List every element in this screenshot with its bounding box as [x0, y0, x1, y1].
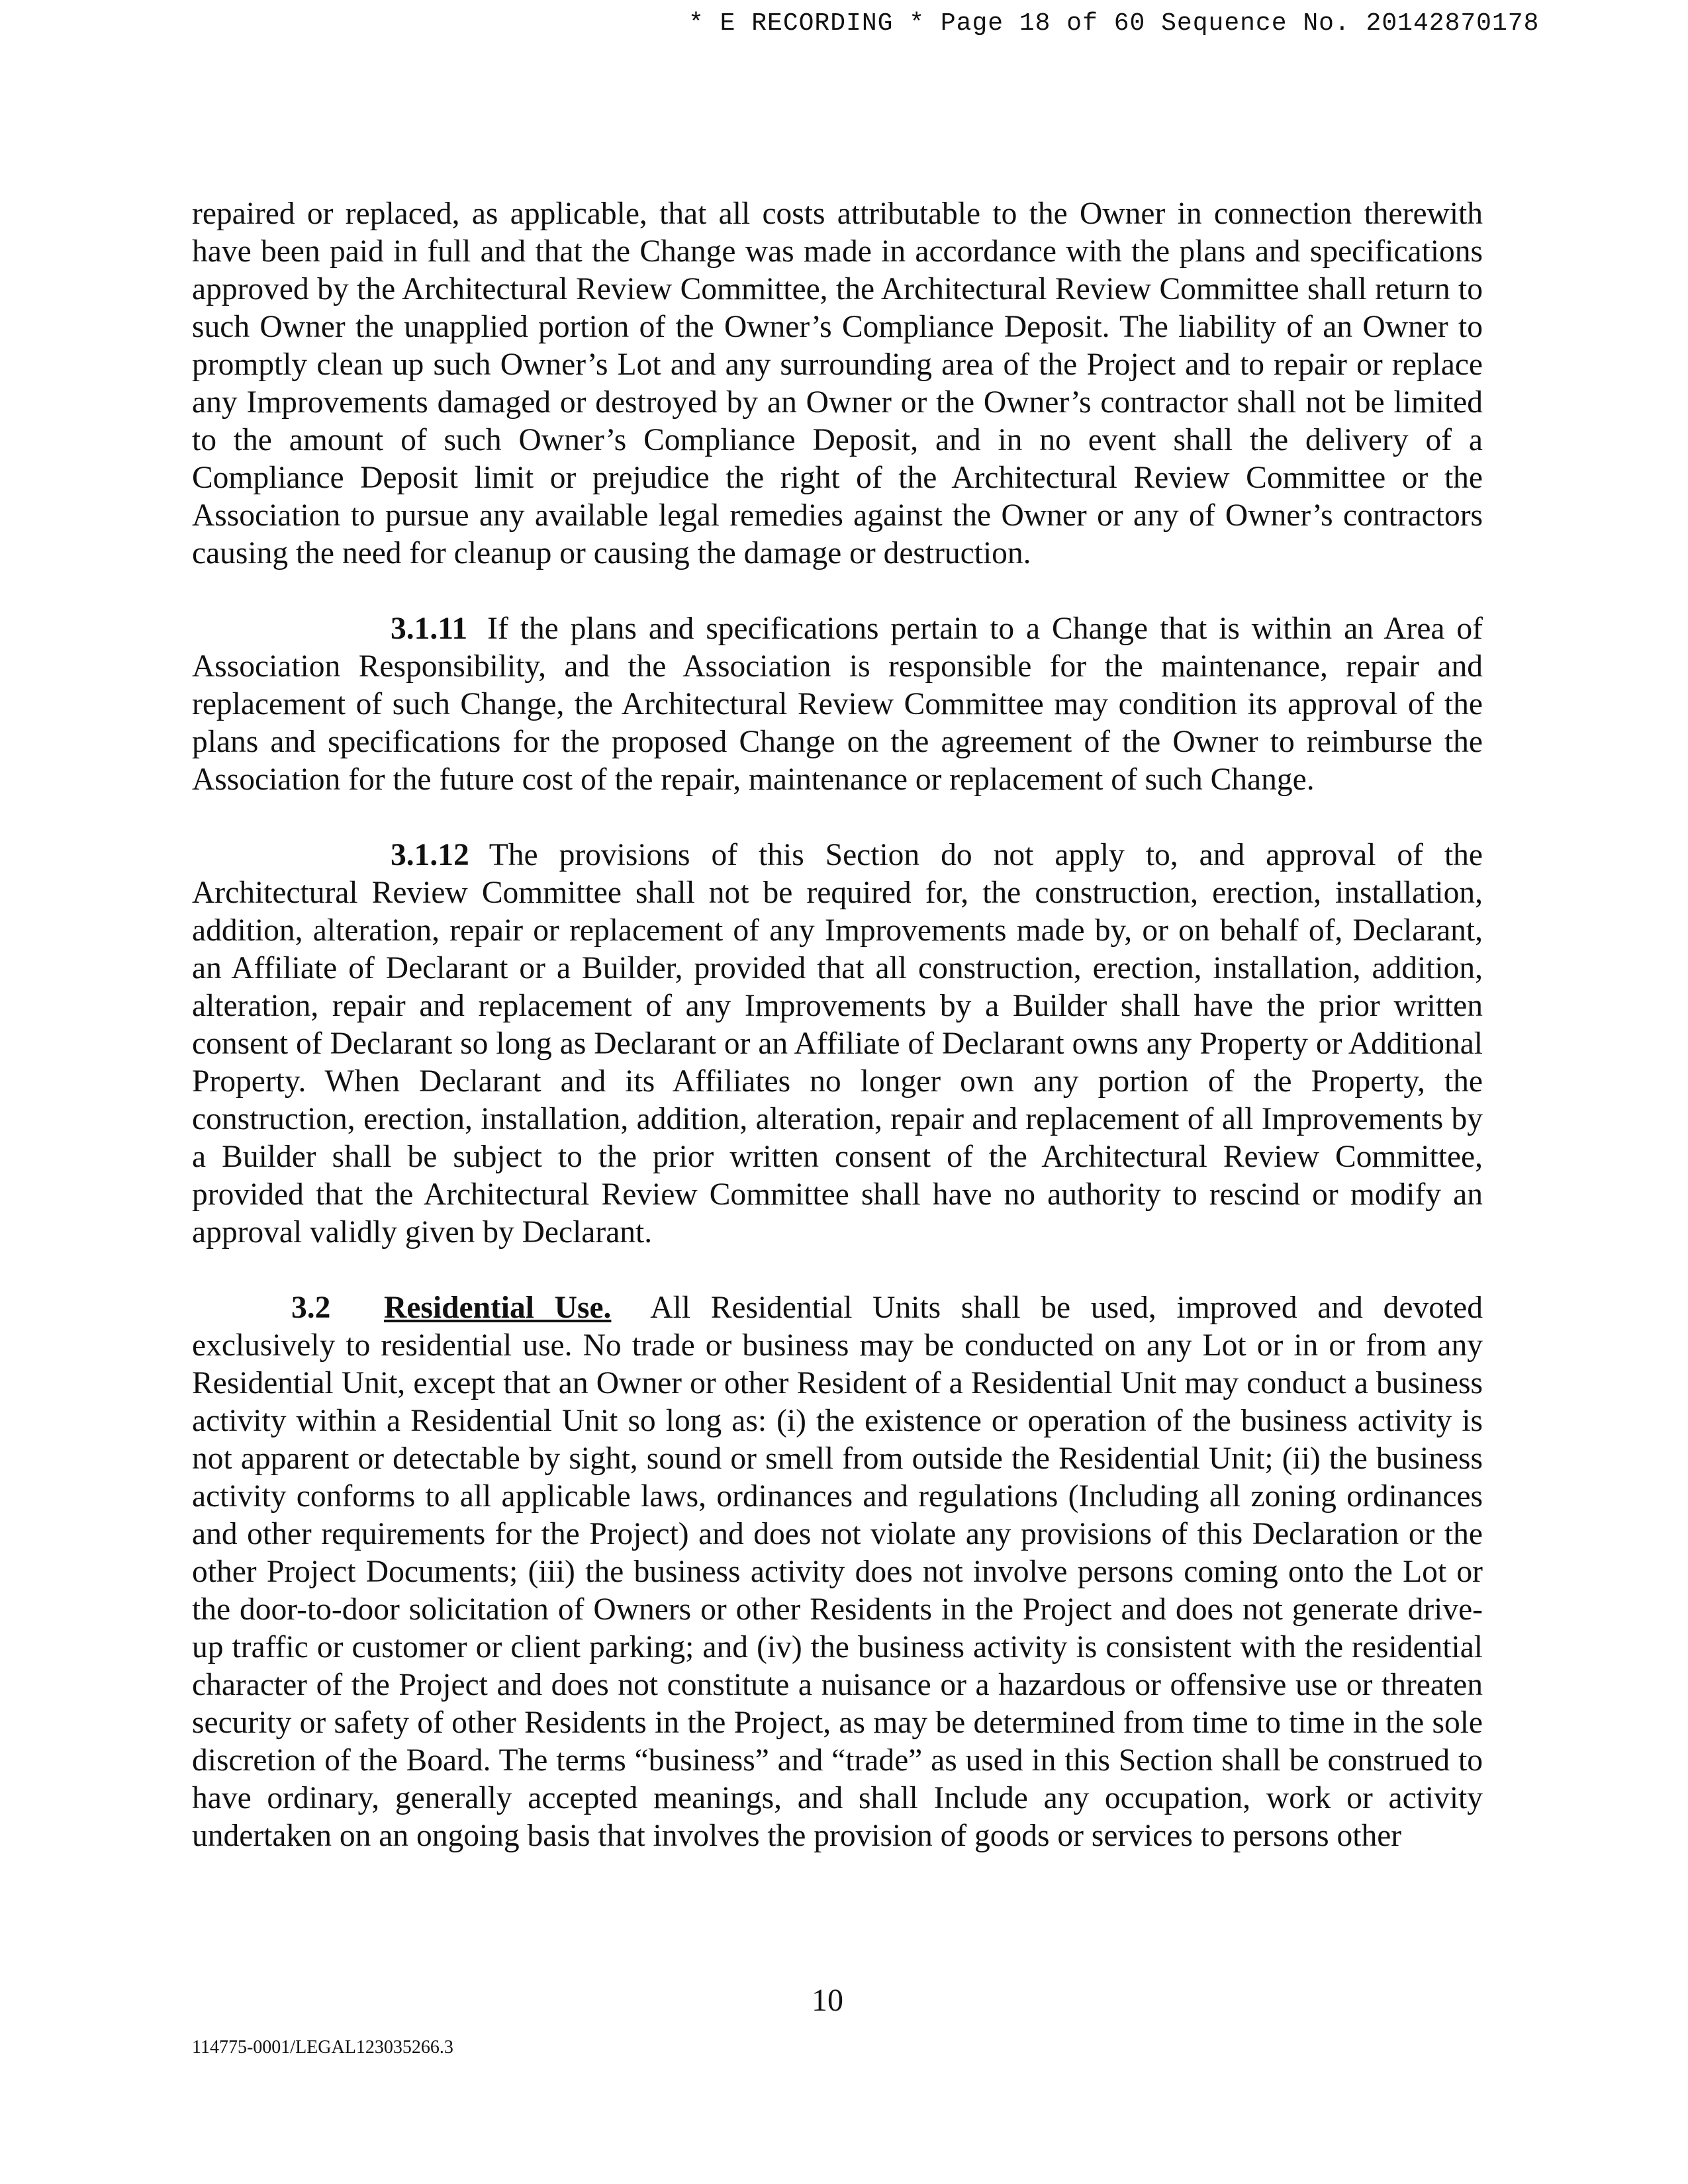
- section-text: The provisions of this Section do not apply to, and approval of the Architectural Review Committee shall not be required for, the construction, erection, installation, addition, alteration, repair or replacement of any Improvements made by, or on behalf of, Declarant, an Affiliate of Declarant or a Builder, provided that all construction, erection, installation, addition, alteration, repair and replacement of any Improvements by a Builder shall have the prior written consent of Declarant so long as Declarant or an Affiliate of Declarant owns any Property or Additional Property. When Declarant and its Affiliates no longer own any portion of the Property, the construction, erection, installation, addition, alteration, repair and replacement of all Improvements by a Builder shall be subject to the prior written consent of the Architectural Review Committee, provided that the Architectural Review Committee shall have no authority to rescind or modify an approval validly given by Declarant.: [192, 838, 1483, 1250]
- section-number: 3.2: [291, 1291, 331, 1325]
- section-text: If the plans and specifications pertain to a Change that is within an Area of Association Responsibility, and the Association is responsible for the maintenance, repair and replacement of such Change, the Architectural Review Committee may condition its approval of the plans and specifications for the proposed Change on the agreement of the Owner to reimburse the Association for the future cost of the repair, maintenance or replacement of such Change.: [192, 612, 1483, 797]
- section-3-1-12: [192, 837, 1483, 1251]
- page-number: 10: [812, 1983, 843, 2018]
- recording-header: * E RECORDING * Page 18 of 60 Sequence No. 20142870178: [688, 9, 1540, 38]
- document-id: 114775-0001/LEGAL123035266.3: [192, 2037, 453, 2058]
- section-3-2: [192, 1289, 1483, 1855]
- continuation-text: repaired or replaced, as applicable, that all costs attributable to the Owner in connection therewith have been paid in full and that the Change was made in accordance with the plans and specifications approved by the Architectural Review Committee, the Architectural Review Committee shall return to such Owner the unapplied portion of the Owner’s Compliance Deposit. The liability of an Owner to promptly clean up such Owner’s Lot and any surrounding area of the Project and to repair or replace any Improvements damaged or destroyed by an Owner or the Owner’s contractor shall not be limited to the amount of such Owner’s Compliance Deposit, and in no event shall the delivery of a Compliance Deposit limit or prejudice the right of the Architectural Review Committee or the Association to pursue any available legal remedies against the Owner or any of Owner’s contractors causing the need for cleanup or causing the damage or destruction.: [192, 197, 1483, 570]
- section-number: 3.1.11: [391, 612, 468, 646]
- section-text: All Residential Units shall be used, improved and devoted exclusively to residential use. No trade or business may be conducted on any Lot or in or from any Residential Unit, except that an Owner or other Resident of a Residential Unit may conduct a business activity within a Residential Unit so long as: (i) the existence or operation of the business activity is not apparent or detectable by sight, sound or smell from outside the Residential Unit; (ii) the business activity conforms to all applicable laws, ordinances and regulations (Including all zoning ordinances and other requirements for the Project) and does not violate any provisions of this Declaration or the other Project Documents; (iii) the business activity does not involve persons coming onto the Lot or the door-to-door solicitation of Owners or other Residents in the Project and does not generate drive-up traffic or customer or client parking; and (iv) the business activity is consistent with the residential character of the Project and does not constitute a nuisance or a hazardous or offensive use or threaten security or safety of other Residents in the Project, as may be determined from time to time in the sole discretion of the Board. The terms “business” and “trade” as used in this Section shall be construed to have ordinary, generally accepted meanings, and shall Include any occupation, work or activity undertaken on an ongoing basis that involves the provision of goods or services to persons other: [192, 1291, 1483, 1853]
- section-title: Residential Use.: [384, 1291, 612, 1325]
- section-3-1-11: [192, 610, 1483, 799]
- document-body: [192, 195, 1483, 1855]
- section-number: 3.1.12: [391, 838, 469, 872]
- continuation-paragraph: [192, 195, 1483, 572]
